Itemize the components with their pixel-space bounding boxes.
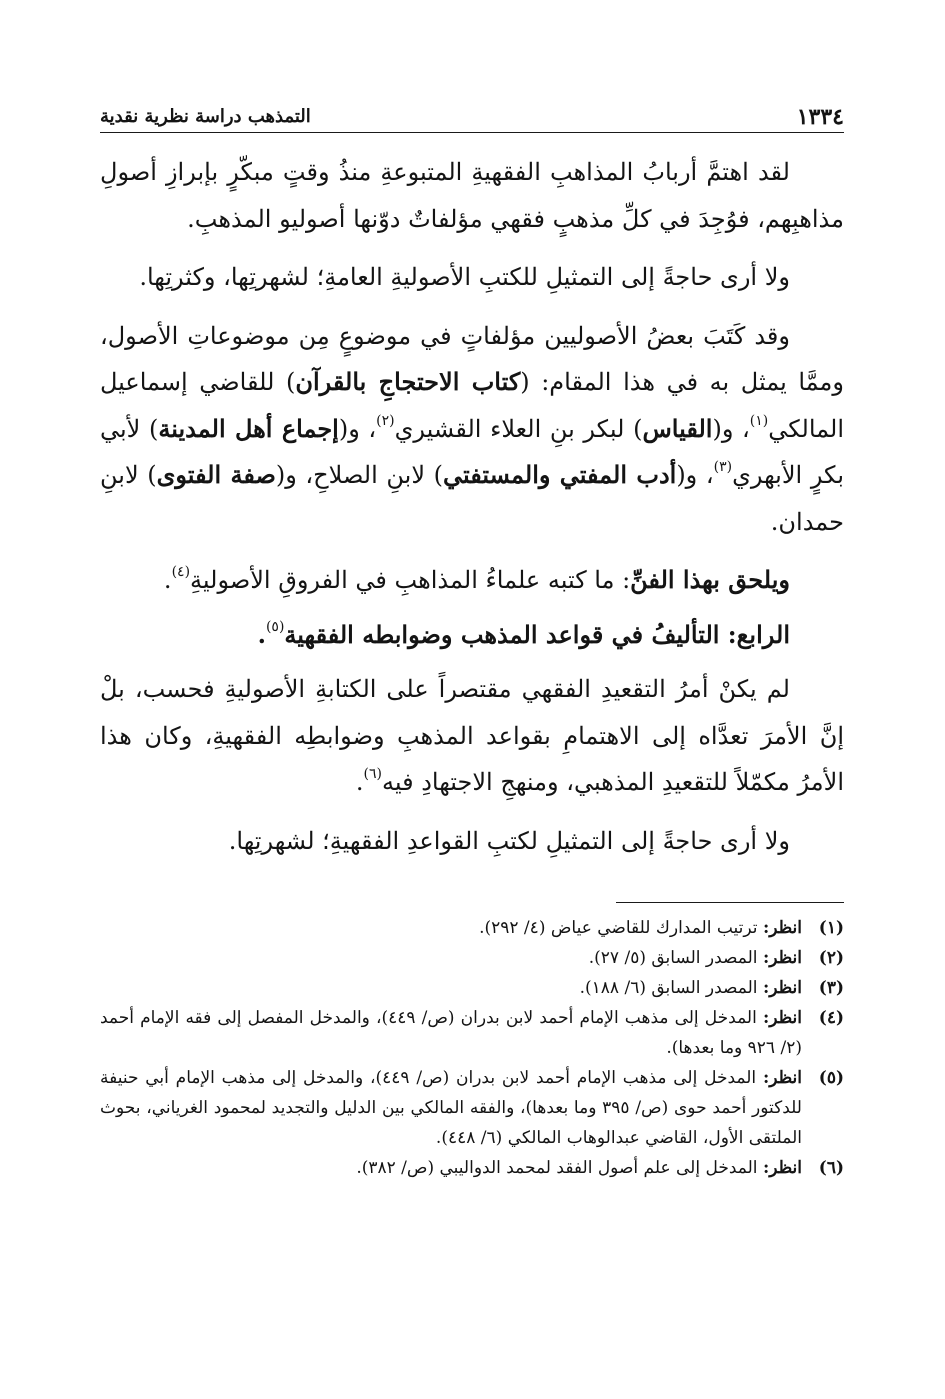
text-span: ، و( <box>676 461 714 489</box>
running-header <box>100 98 844 133</box>
footnote-item <box>100 973 844 1003</box>
footnote-label: انظر: <box>762 948 802 968</box>
footnote-number: (٤) <box>818 1008 844 1028</box>
running-title: التمذهب دراسة نظرية نقدية <box>100 106 311 127</box>
text-span: ) لأبي بكرٍ الأبهري <box>100 414 844 489</box>
footnote-number: (١) <box>818 918 844 938</box>
text-span: . <box>355 768 364 796</box>
footnote-item <box>100 1003 844 1063</box>
footnote-item <box>100 1153 844 1183</box>
footnote-body: المصدر السابق (٥/ ٢٧). <box>588 948 758 968</box>
footnote-item <box>100 943 844 973</box>
paragraph-7: ولا أرى حاجةً إلى التمثيلِ لكتبِ القواعدِ الفقهيةِ؛ لشهرتِها. <box>228 826 790 855</box>
footnote-text <box>100 973 802 1003</box>
paragraph-6 <box>100 666 844 806</box>
section-heading-text: الرابع: التأليفُ في قواعد المذهب وضوابطه الفقهية <box>284 619 790 649</box>
text-span: لم يكنْ أمرُ التقعيدِ الفقهي مقتصراً على الكتابةِ الأصوليةِ فحسب، بلْ إنَّ الأمرَ تعدَّاه إلى الاهتمامِ بقواعد المذهبِ وضوابطِه الفقهيةِ، وكان هذا الأمرُ مكمّلاً للتقعيدِ المذهبي، ومنهجِ الاجتهادِ فيه <box>100 675 844 796</box>
footnote-body: المدخل إلى مذهب الإمام أحمد لابن بدران (ص/ ٤٤٩)، والمدخل المفصل إلى فقه الإمام أحمد (٢/ ٩٢٦ وما بعدها). <box>100 1008 802 1058</box>
footnote-body: المصدر السابق (٦/ ١٨٨). <box>579 978 758 998</box>
footnote-item <box>100 913 844 943</box>
footnote-text <box>100 913 802 943</box>
footnote-text <box>100 1003 802 1063</box>
book-title-adab: أدب المفتي والمستفتي <box>442 460 677 489</box>
footnote-label: انظر: <box>762 1008 802 1028</box>
footnote-body: المدخل إلى علم أصول الفقد لمحمد الدواليبي (ص/ ٣٨٢). <box>356 1158 758 1178</box>
book-title-sifat: صفة الفتوى <box>156 460 276 489</box>
book-title-qiyas: القياس <box>642 413 713 443</box>
text-span: ، و( <box>338 414 377 443</box>
footnote-ref-3[interactable]: (٣) <box>713 459 733 475</box>
text-span: ) لابنِ حمدان. <box>100 461 844 536</box>
book-title-ijma: إجماع أهل المدينة <box>158 413 339 443</box>
footnote-label: انظر: <box>762 978 802 998</box>
footnote-number: (٥) <box>818 1068 844 1088</box>
footnote-number: (٣) <box>818 978 844 998</box>
footnote-label: انظر: <box>762 1068 802 1088</box>
footnote-label: انظر: <box>762 1158 802 1178</box>
footnote-ref-6[interactable]: (٦) <box>363 766 382 782</box>
paragraph-3 <box>100 313 844 546</box>
body-text <box>100 149 844 864</box>
footnote-body: ترتيب المدارك للقاضي عياض (٤/ ٢٩٢). <box>479 918 758 938</box>
text-span: . <box>163 566 172 594</box>
book-title-ihtijaj: كتاب الاحتجاجِ بالقرآن <box>295 367 521 396</box>
footnote-body: المدخل إلى مذهب الإمام أحمد لابن بدران (ص/ ٤٤٩)، والمدخل إلى مذهب الإمام أبي حنيفة للدكتور أحمد حوى (ص/ ٣٩٥ وما بعدها)، والفقه المالكي بين الدليل والتجديد لمحمود الغرياني، بحوث الملتقى الأول، القاضي عبدالوهاب المالكي (٦/ ٤٤٨). <box>100 1068 802 1148</box>
text-span: . <box>257 619 266 649</box>
footnote-ref-1[interactable]: (١) <box>749 412 769 429</box>
text-span: : ما كتبه علماءُ المذاهبِ في الفروقِ الأصوليةِ <box>190 566 631 594</box>
footnote-divider <box>616 902 844 903</box>
lead-phrase: ويلحق بهذا الفنِّ <box>630 565 790 594</box>
footnote-number: (٢) <box>818 948 844 968</box>
footnote-ref-2[interactable]: (٢) <box>376 412 395 429</box>
paragraph-4 <box>100 557 844 604</box>
section-heading <box>100 612 844 659</box>
footnotes-list <box>100 913 844 1183</box>
footnote-text <box>100 943 802 973</box>
footnote-number: (٦) <box>818 1158 844 1178</box>
text-span: ) للقاضي إسماعيل المالكي <box>100 368 845 443</box>
footnote-text <box>100 1063 802 1153</box>
footnote-text <box>100 1153 802 1183</box>
book-page <box>100 98 844 1358</box>
paragraph-2: ولا أرى حاجةً إلى التمثيلِ للكتبِ الأصوليةِ العامةِ؛ لشهرتِها، وكثرتِها. <box>139 263 790 291</box>
footnote-label: انظر: <box>762 918 802 938</box>
page-number: ١٣٣٤ <box>796 104 844 130</box>
text-span: وقد كَتَبَ بعضُ الأصوليين مؤلفاتٍ في موضوعٍ مِن موضوعاتِ الأصول، وممَّا يمثل به في هذا المقام: ( <box>100 321 844 396</box>
text-span: ) لابنِ الصلاحِ، و( <box>275 461 443 489</box>
footnote-ref-4[interactable]: (٤) <box>171 564 191 580</box>
text-span: ) لبكر بنِ العلاء القشيري <box>394 414 643 443</box>
footnote-item <box>100 1063 844 1153</box>
text-span: ، و( <box>712 414 750 443</box>
paragraph-1: لقد اهتمَّ أربابُ المذاهبِ الفقهيةِ المتبوعةِ منذُ وقتٍ مبكّرٍ بإبرازِ أصولِ مذاهبِهم، فوُجِدَ في كلِّ مذهبٍ فقهي مؤلفاتٌ دوّنها أصوليو المذهبِ. <box>100 158 844 233</box>
footnote-ref-5[interactable]: (٥) <box>265 618 285 635</box>
